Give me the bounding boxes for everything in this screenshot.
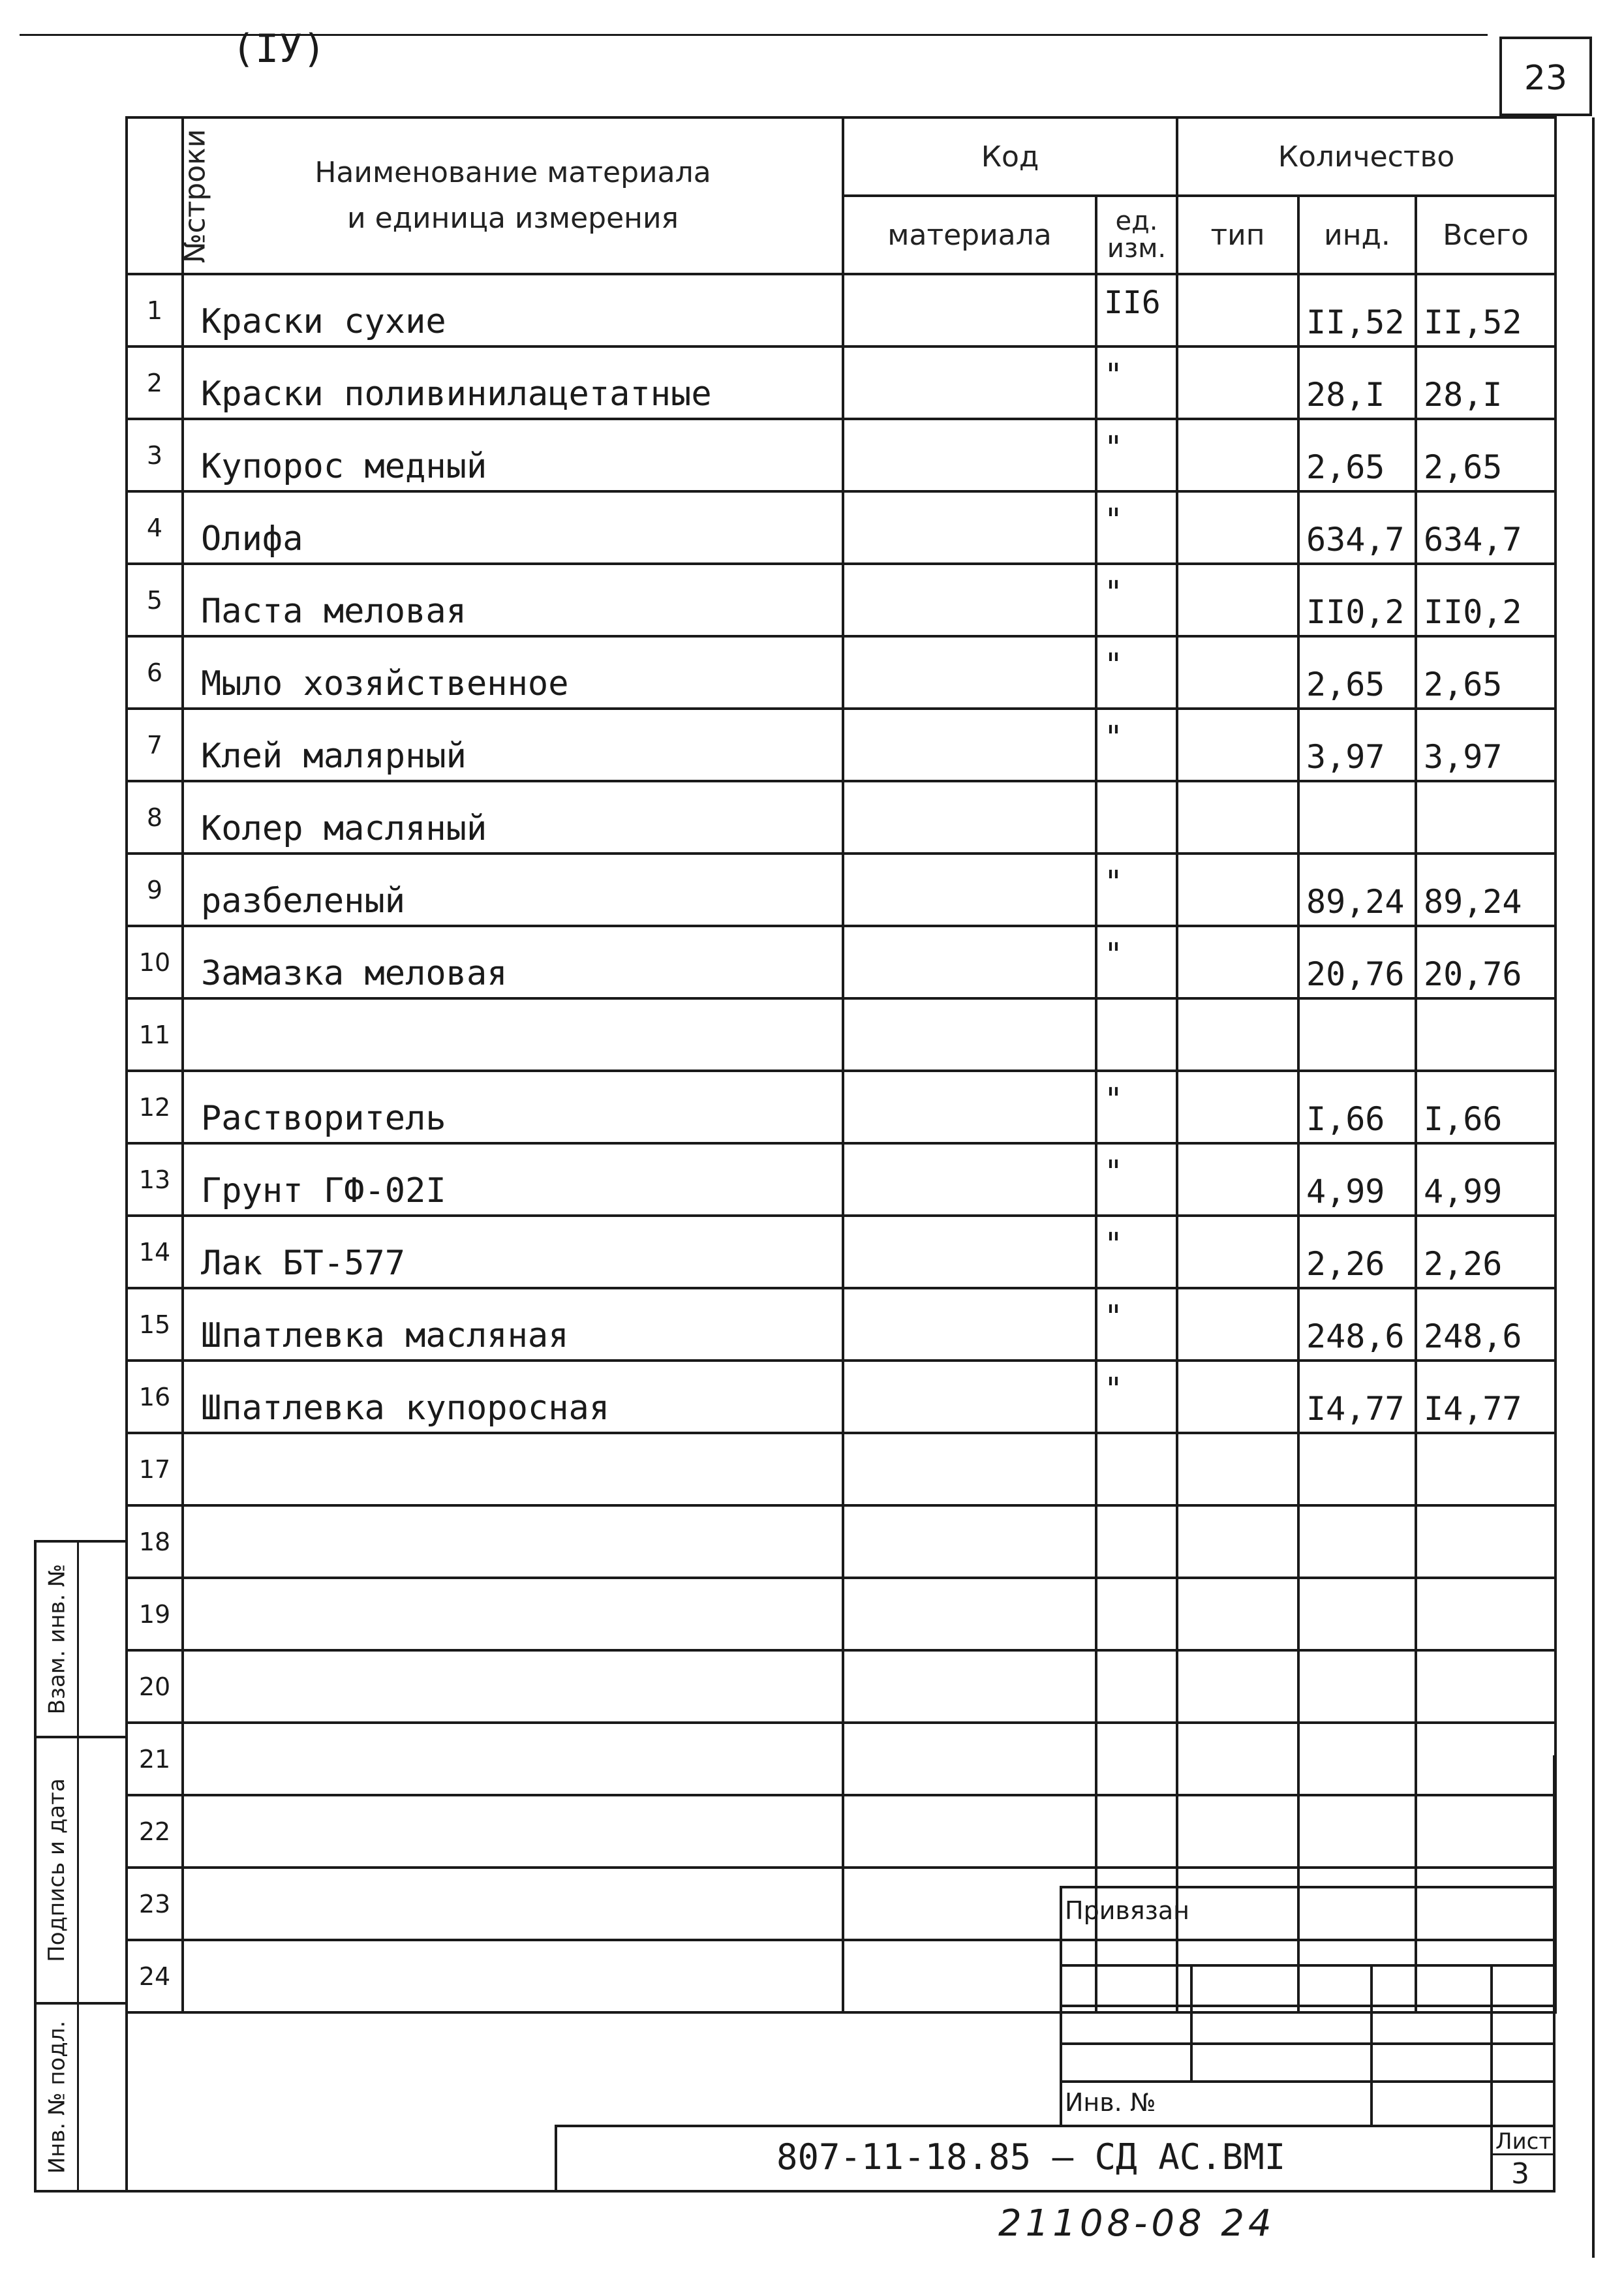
type-cell xyxy=(1177,1361,1298,1433)
material-code-cell xyxy=(843,781,1096,854)
type-cell xyxy=(1177,1578,1298,1650)
ind-cell: 248,6 xyxy=(1298,1288,1416,1361)
unit-cell xyxy=(1096,1723,1177,1795)
doc-code: 807-11-18.85 – СД АС.ВМI xyxy=(776,2136,1286,2178)
material-code-cell xyxy=(843,1795,1096,1868)
total-cell xyxy=(1416,998,1555,1071)
total-cell: 3,97 xyxy=(1416,709,1555,781)
material-code-cell xyxy=(843,1505,1096,1578)
table-row xyxy=(127,998,1555,1071)
ind-cell xyxy=(1298,781,1416,854)
material-code-cell xyxy=(843,709,1096,781)
material-code-cell xyxy=(843,564,1096,636)
type-cell xyxy=(1177,1650,1298,1723)
unit-cell: " xyxy=(1096,1288,1177,1361)
privyazan-block xyxy=(1060,1886,1555,2125)
unit-cell xyxy=(1096,781,1177,854)
total-cell: II,52 xyxy=(1416,274,1555,346)
material-name-cell: Паста меловая xyxy=(183,564,843,636)
table-row xyxy=(127,419,1555,491)
total-cell xyxy=(1416,781,1555,854)
header-unit: ед. изм. xyxy=(1096,196,1177,274)
type-cell xyxy=(1177,1071,1298,1143)
total-cell xyxy=(1416,1433,1555,1505)
ind-cell xyxy=(1298,1723,1416,1795)
ind-cell: 2,65 xyxy=(1298,636,1416,709)
total-cell: 2,65 xyxy=(1416,636,1555,709)
row-number-cell: 6 xyxy=(127,636,183,709)
row-number-cell: 3 xyxy=(127,419,183,491)
table-row xyxy=(127,636,1555,709)
table-row xyxy=(127,1216,1555,1288)
header-material: материала xyxy=(843,196,1096,274)
table-row xyxy=(127,564,1555,636)
unit-cell: II6 xyxy=(1096,274,1177,346)
table-row xyxy=(127,1288,1555,1361)
material-code-cell xyxy=(843,1071,1096,1143)
row-number-cell: 13 xyxy=(127,1143,183,1216)
frame-left xyxy=(125,1755,128,2193)
ind-cell xyxy=(1298,1578,1416,1650)
material-name-cell xyxy=(183,1795,843,1868)
table-row xyxy=(127,1361,1555,1433)
material-name-cell: Мыло хозяйственное xyxy=(183,636,843,709)
type-cell xyxy=(1177,709,1298,781)
header-total: Всего xyxy=(1416,196,1555,274)
table-row xyxy=(127,926,1555,998)
row-number-cell: 8 xyxy=(127,781,183,854)
unit-cell: " xyxy=(1096,1361,1177,1433)
row-number-cell: 19 xyxy=(127,1578,183,1650)
type-cell xyxy=(1177,854,1298,926)
total-cell: II0,2 xyxy=(1416,564,1555,636)
material-name-cell xyxy=(183,1723,843,1795)
row-number-cell: 20 xyxy=(127,1650,183,1723)
row-number-cell: 15 xyxy=(127,1288,183,1361)
material-code-cell xyxy=(843,274,1096,346)
sheet-number: 3 xyxy=(1511,2157,1529,2191)
material-name-cell: разбеленый xyxy=(183,854,843,926)
ind-cell: 4,99 xyxy=(1298,1143,1416,1216)
material-code-cell xyxy=(843,998,1096,1071)
unit-cell: " xyxy=(1096,346,1177,419)
material-code-cell xyxy=(843,1361,1096,1433)
ind-cell: 3,97 xyxy=(1298,709,1416,781)
material-name-cell xyxy=(183,1940,843,2012)
material-name-cell: Растворитель xyxy=(183,1071,843,1143)
sheet-label: Лист xyxy=(1495,2129,1552,2155)
archive-number: 21108-08 24 xyxy=(998,2202,1276,2245)
total-cell: 28,I xyxy=(1416,346,1555,419)
side-podpis-label: Подпись и дата xyxy=(44,1778,70,1962)
table-row xyxy=(127,1071,1555,1143)
material-name-cell: Лак БТ-577 xyxy=(183,1216,843,1288)
table-row xyxy=(127,1578,1555,1650)
privyazan-label: Привязан xyxy=(1065,1896,1189,1925)
material-name-cell xyxy=(183,1505,843,1578)
ind-cell xyxy=(1298,1650,1416,1723)
materials-table xyxy=(125,116,1557,2014)
material-name-cell xyxy=(183,1578,843,1650)
unit-cell xyxy=(1096,1505,1177,1578)
unit-cell xyxy=(1096,998,1177,1071)
material-code-cell xyxy=(843,491,1096,564)
row-number-cell: 9 xyxy=(127,854,183,926)
row-number-cell: 11 xyxy=(127,998,183,1071)
material-code-cell xyxy=(843,1288,1096,1361)
row-number-cell: 10 xyxy=(127,926,183,998)
ind-cell: 2,65 xyxy=(1298,419,1416,491)
total-cell: 20,76 xyxy=(1416,926,1555,998)
type-cell xyxy=(1177,1216,1298,1288)
total-cell xyxy=(1416,1578,1555,1650)
row-number-cell: 12 xyxy=(127,1071,183,1143)
right-border xyxy=(1592,117,1595,2258)
total-cell: 89,24 xyxy=(1416,854,1555,926)
material-code-cell xyxy=(843,636,1096,709)
material-code-cell xyxy=(843,1940,1096,2012)
unit-cell: " xyxy=(1096,709,1177,781)
header-ind: инд. xyxy=(1298,196,1416,274)
unit-cell: " xyxy=(1096,1216,1177,1288)
row-number-cell: 21 xyxy=(127,1723,183,1795)
total-cell: I4,77 xyxy=(1416,1361,1555,1433)
type-cell xyxy=(1177,274,1298,346)
side-vzam-label: Взам. инв. № xyxy=(44,1563,70,1715)
ind-cell xyxy=(1298,998,1416,1071)
type-cell xyxy=(1177,1143,1298,1216)
material-name-cell: Колер масляный xyxy=(183,781,843,854)
table-body xyxy=(127,274,1555,2012)
material-code-cell xyxy=(843,854,1096,926)
ind-cell xyxy=(1298,1795,1416,1868)
row-number-cell: 4 xyxy=(127,491,183,564)
type-cell xyxy=(1177,781,1298,854)
header-code: Код xyxy=(843,117,1177,196)
type-cell xyxy=(1177,491,1298,564)
unit-cell: " xyxy=(1096,926,1177,998)
total-cell: 248,6 xyxy=(1416,1288,1555,1361)
row-number-cell: 7 xyxy=(127,709,183,781)
ind-cell: 89,24 xyxy=(1298,854,1416,926)
table-row xyxy=(127,1723,1555,1795)
table-row xyxy=(127,1143,1555,1216)
table-row xyxy=(127,1433,1555,1505)
table-row xyxy=(127,854,1555,926)
material-code-cell xyxy=(843,419,1096,491)
unit-cell xyxy=(1096,1650,1177,1723)
table-row xyxy=(127,781,1555,854)
material-name-cell: Краски поливинилацетатные xyxy=(183,346,843,419)
material-name-cell: Шпатлевка масляная xyxy=(183,1288,843,1361)
unit-cell xyxy=(1096,1578,1177,1650)
table-row xyxy=(127,1505,1555,1578)
material-name-cell: Замазка меловая xyxy=(183,926,843,998)
ind-cell: I,66 xyxy=(1298,1071,1416,1143)
ind-cell: 28,I xyxy=(1298,346,1416,419)
table-row xyxy=(127,1795,1555,1868)
material-code-cell xyxy=(843,1433,1096,1505)
material-name-cell: Шпатлевка купоросная xyxy=(183,1361,843,1433)
ind-cell: 2,26 xyxy=(1298,1216,1416,1288)
unit-cell: " xyxy=(1096,636,1177,709)
unit-cell: " xyxy=(1096,564,1177,636)
material-code-cell xyxy=(843,1868,1096,1940)
ind-cell xyxy=(1298,1433,1416,1505)
ind-cell: 20,76 xyxy=(1298,926,1416,998)
side-stamp xyxy=(34,1540,127,2193)
inv-no-label: Инв. № xyxy=(1065,2088,1156,2117)
total-cell xyxy=(1416,1650,1555,1723)
total-cell xyxy=(1416,1723,1555,1795)
type-cell xyxy=(1177,1433,1298,1505)
type-cell xyxy=(1177,1723,1298,1795)
row-number-cell: 22 xyxy=(127,1795,183,1868)
type-cell xyxy=(1177,1288,1298,1361)
material-name-cell xyxy=(183,1433,843,1505)
total-cell xyxy=(1416,1795,1555,1868)
material-name-cell: Краски сухие xyxy=(183,274,843,346)
header-name: Наименование материала и единица измерения xyxy=(183,117,843,274)
top-label: (IУ) xyxy=(232,26,326,72)
ind-cell: 634,7 xyxy=(1298,491,1416,564)
unit-cell: " xyxy=(1096,1143,1177,1216)
material-code-cell xyxy=(843,926,1096,998)
material-name-cell: Клей малярный xyxy=(183,709,843,781)
total-cell: 2,26 xyxy=(1416,1216,1555,1288)
type-cell xyxy=(1177,346,1298,419)
material-name-cell: Олифа xyxy=(183,491,843,564)
page-number: 23 xyxy=(1524,59,1568,98)
type-cell xyxy=(1177,419,1298,491)
page-number-box xyxy=(1499,37,1592,116)
row-number-cell: 5 xyxy=(127,564,183,636)
row-number-cell: 2 xyxy=(127,346,183,419)
unit-cell xyxy=(1096,1433,1177,1505)
table-row xyxy=(127,709,1555,781)
table-row xyxy=(127,274,1555,346)
table-row xyxy=(127,1650,1555,1723)
row-number-cell: 1 xyxy=(127,274,183,346)
unit-cell: " xyxy=(1096,1071,1177,1143)
unit-cell: " xyxy=(1096,419,1177,491)
material-code-cell xyxy=(843,1723,1096,1795)
type-cell xyxy=(1177,926,1298,998)
total-cell xyxy=(1416,1505,1555,1578)
material-code-cell xyxy=(843,1578,1096,1650)
header-type: тип xyxy=(1177,196,1298,274)
doc-code-block xyxy=(555,2125,1555,2193)
material-name-cell xyxy=(183,1868,843,1940)
unit-cell xyxy=(1096,1795,1177,1868)
side-inv-podl-label: Инв. № подл. xyxy=(44,2020,70,2174)
ind-cell: II,52 xyxy=(1298,274,1416,346)
row-number-cell: 14 xyxy=(127,1216,183,1288)
row-number-cell: 16 xyxy=(127,1361,183,1433)
total-cell: 634,7 xyxy=(1416,491,1555,564)
ind-cell xyxy=(1298,1505,1416,1578)
material-name-cell xyxy=(183,998,843,1071)
type-cell xyxy=(1177,1795,1298,1868)
header-quantity: Количество xyxy=(1177,117,1555,196)
table-row xyxy=(127,346,1555,419)
header-row-number: №строки xyxy=(127,117,183,274)
material-code-cell xyxy=(843,346,1096,419)
ind-cell: II0,2 xyxy=(1298,564,1416,636)
row-number-cell: 24 xyxy=(127,1940,183,2012)
material-code-cell xyxy=(843,1216,1096,1288)
type-cell xyxy=(1177,636,1298,709)
total-cell: I,66 xyxy=(1416,1071,1555,1143)
material-code-cell xyxy=(843,1143,1096,1216)
row-number-cell: 17 xyxy=(127,1433,183,1505)
type-cell xyxy=(1177,564,1298,636)
material-code-cell xyxy=(843,1650,1096,1723)
material-name-cell xyxy=(183,1650,843,1723)
unit-cell: " xyxy=(1096,491,1177,564)
row-number-cell: 18 xyxy=(127,1505,183,1578)
type-cell xyxy=(1177,998,1298,1071)
unit-cell: " xyxy=(1096,854,1177,926)
table-row xyxy=(127,491,1555,564)
total-cell: 2,65 xyxy=(1416,419,1555,491)
ind-cell: I4,77 xyxy=(1298,1361,1416,1433)
type-cell xyxy=(1177,1505,1298,1578)
material-name-cell: Купорос медный xyxy=(183,419,843,491)
row-number-cell: 23 xyxy=(127,1868,183,1940)
total-cell: 4,99 xyxy=(1416,1143,1555,1216)
material-name-cell: Грунт ГФ-02I xyxy=(183,1143,843,1216)
